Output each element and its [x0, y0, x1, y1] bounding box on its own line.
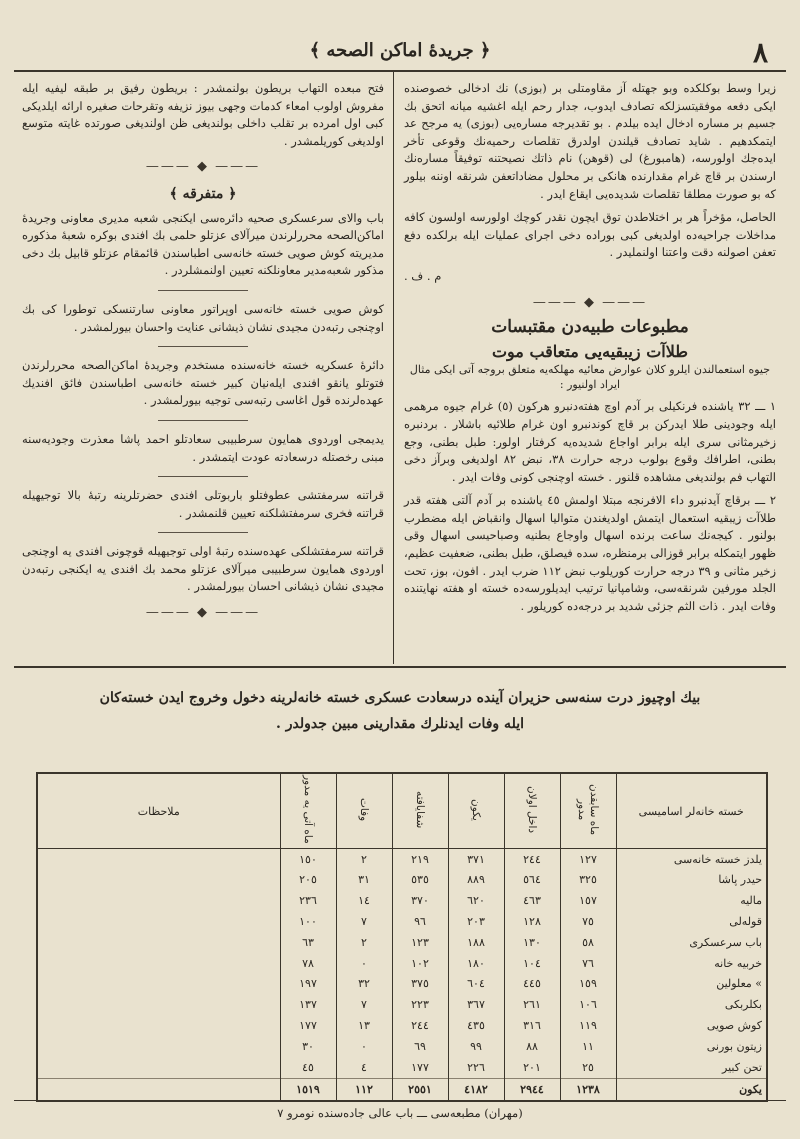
table-header-row [38, 774, 766, 849]
cell-total: ٤١٨٢ [448, 1078, 504, 1100]
table-title-line2: ايله وفات ايدنلرك مقدارينى مبين جدولدر . [276, 716, 524, 732]
table-total-row [38, 1078, 766, 1100]
item-separator [158, 532, 248, 533]
cell-dead: ٤ [336, 1057, 392, 1078]
cell-remaining: ٧٨ [280, 953, 336, 974]
news-item: كوش صويى خسته خانه‌سى اوپراتور معاونى سارتنسكى توطورا كى بك اوچنجى رتبه‌دن مجيدى نشان ذيشانى عنايت واحسان بيورلمشدر . [22, 301, 384, 334]
cell-prev: ١٥٩ [560, 974, 616, 995]
cell-prev: ١٥٧ [560, 891, 616, 912]
table-row [38, 870, 766, 891]
cell-prev: ١٢٧ [560, 849, 616, 870]
ornament-divider: ——— ◆ ——— [145, 605, 261, 621]
cell-prev: ٥٨ [560, 932, 616, 953]
cell-prev: ٧٦ [560, 953, 616, 974]
cell-dead: ٣٢ [336, 974, 392, 995]
table-top-rule [14, 666, 786, 668]
header-previous: ماه سابقدن مدور [560, 774, 616, 849]
cell-cured: ٢٥٥١ [392, 1078, 448, 1100]
header-dead: وفات [336, 774, 392, 849]
table-row [38, 1057, 766, 1078]
cell-entered: ٨٨ [504, 1036, 560, 1057]
cell-remaining: ١٥٠ [280, 849, 336, 870]
cell-dead: ٢ [336, 932, 392, 953]
cell-remaining: ١٠٠ [280, 911, 336, 932]
cell-total: ٣٦٧ [448, 995, 504, 1016]
cell-dead: ١٤ [336, 891, 392, 912]
article-title: طلاآت زيبقيه‌يى متعاقب موت [491, 341, 689, 361]
item-separator [158, 420, 248, 421]
cell-cured: ١٢٣ [392, 932, 448, 953]
table-row [38, 995, 766, 1016]
cell-cured: ٢١٩ [392, 849, 448, 870]
cell-dead: ٣١ [336, 870, 392, 891]
cell-entered: ١٢٨ [504, 911, 560, 932]
cell-total: ٤٣٥ [448, 1015, 504, 1036]
miscellany-heading: ﴿ متفرقه ﴾ [169, 185, 237, 202]
case-paragraph-2: ٢ ـــ برقاچ آيدنبرو داء الافرنجه مبتلا اولمش ٤٥ ياشنده بر آدم آلتى هفته قدر طلاآت زيبقيه استعمال ايتمش اولديغندن متواليا اسهال وانقباض ايله مضطرب بولنور . كيجه‌نك ساعت برنده اسهال واوجاع بطنيه وصباحيسى اسهال وقى ظهور ايتمكله برابر قوزالى برمنظره، سده فيصلق، طبل بطنى، ضعفيت عظيم، زخير مثانى و ٣٩ درجه حرارت كوريلوب نبض ١١٢ ضرب ايدر . افون، بوز، تحت الجلد مورفين شرنقه‌سى، وشامپانيا ترتيب ايديلورسه‌ده خسته او هفته نهايتنده وفات ايدر . ذات الثم جزئى شديد بر درجه‌ده كوريلور . [404, 493, 777, 613]
hospital-statistics-table [36, 772, 768, 1102]
cell-dead: ٢ [336, 849, 392, 870]
cell-cured: ٥٣٥ [392, 870, 448, 891]
cell-total: ٩٩ [448, 1036, 504, 1057]
cell-dead: ١٣ [336, 1015, 392, 1036]
cell-entered: ٤٤٥ [504, 974, 560, 995]
item-separator [158, 476, 248, 477]
author-signature: م . ف . [404, 268, 442, 283]
cell-name: » معلولين [616, 974, 766, 995]
cell-prev: ٣٢٥ [560, 870, 616, 891]
page-header [14, 34, 786, 68]
cell-prev: ١٠٦ [560, 995, 616, 1016]
cell-notes [38, 953, 280, 974]
cell-total: ١٨٠ [448, 953, 504, 974]
header-rule [14, 70, 786, 72]
table-row [38, 953, 766, 974]
table-row [38, 932, 766, 953]
header-total: يكون [448, 774, 504, 849]
table-row [38, 891, 766, 912]
news-item: باب والاى سرعسكرى صحيه دائره‌سى ايكنجى شعبه مديرى معاونى وجريدهٔ اماكن‌الصحه محررلرندن ميرآلاى عزتلو حلمى بك افندى بوكره شعبهٔ مذكوره مديريته كوش صويى خسته خانه‌سى اطباسندن قائمقام عزتلو قابيل بك دخى مذكور شعبه‌مدير معاونلكنه تعيين اولنمشلردر . [22, 210, 384, 278]
cell-entered: ٥٦٤ [504, 870, 560, 891]
cell-total: ٢٢٦ [448, 1057, 504, 1078]
cell-entered: ٢٠١ [504, 1057, 560, 1078]
cell-name: زيتون بورنى [616, 1036, 766, 1057]
cell-name: حيدر پاشا [616, 870, 766, 891]
cell-cured: ٢٤٤ [392, 1015, 448, 1036]
cell-notes [38, 1036, 280, 1057]
cell-name: كوش صويى [616, 1015, 766, 1036]
cell-remaining: ١٥١٩ [280, 1078, 336, 1100]
column-divider [393, 72, 394, 664]
table-row [38, 849, 766, 870]
cell-notes [38, 849, 280, 870]
header-cured: شفايافته [392, 774, 448, 849]
left-column [22, 80, 384, 630]
cell-notes [38, 1015, 280, 1036]
cell-cured: ٣٧٠ [392, 891, 448, 912]
news-item: قراتنه سرمفتشى عطوفتلو باربوتلى افندى حضرتلرينه رتبهٔ بالا توجيهيله قراتنه فخرى سرمفتشلكنه تعيين قلنمشدر . [22, 488, 384, 520]
table-row [38, 1015, 766, 1036]
cell-prev: ٢٥ [560, 1057, 616, 1078]
cell-total: ٣٧١ [448, 849, 504, 870]
cell-name: قولەلى [616, 911, 766, 932]
cell-dead: ١١٢ [336, 1078, 392, 1100]
cell-dead: ٧ [336, 995, 392, 1016]
section-heading: مطبوعات طبيه‌دن مقتبسات [491, 317, 689, 338]
news-item: دائرهٔ عسكريه خسته خانه‌سنده مستخدم وجريدهٔ اماكن‌الصحه محررلرندن فتوتلو يانقو افندى ايله‌نيان كبير خسته خانه‌سى اطباسندن فائق افنديك عهده‌لرنده قول اغاسى رتبه‌سى توجيه بيورلمشدر . [22, 358, 384, 408]
cell-prev: ١١ [560, 1036, 616, 1057]
cell-remaining: ٤٥ [280, 1057, 336, 1078]
cell-remaining: ١٣٧ [280, 995, 336, 1016]
cell-dead: ٠ [336, 1036, 392, 1057]
cell-cured: ٢٢٣ [392, 995, 448, 1016]
cell-total: ٨٨٩ [448, 870, 504, 891]
continuation-paragraph: الحاصل، مؤخراً هر بر اختلاطدن توق ايچون نقدر كوچك اولورسه اولسون كافه مداخلات جراحيه‌ده اولديغى كبى بوراده دخى اجراى عمليات ايله برلكده دفع تعفن اصولنه دقت واعتنا اولنمليدر . [404, 210, 776, 260]
cell-total: ٦٠٤ [448, 974, 504, 995]
case-paragraph-1: ١ ـــ ٣٢ ياشنده فرنكيلى بر آدم اوچ هفته‌دنبرو هركون (٥) غرام جيوه مرهمى ايله وجودينى طلا ايدركن بر قاچ كوندنبرو اون غرام طلائيه باشلار . بردنبره زخيرمثانى سرى ايله برابر اواجاع شديده‌يه كرفتار اولور: طبل بطنى، وجع بطنى، اطرافك وقوع بولوب درجه حرارت ٣٨، نبض ٨٢ اولديغى وبرآز دخى التهاب فم بولنديغى مشاهده قلنور . خسته اوچنجى كونى وفات ايدر . [404, 399, 776, 484]
table-row [38, 974, 766, 995]
table-row [38, 1036, 766, 1057]
cell-notes [38, 891, 280, 912]
cell-name: يكون [616, 1078, 766, 1100]
item-separator [158, 290, 248, 291]
cell-notes [38, 995, 280, 1016]
news-item: قراتنه سرمفتشلكى عهده‌سنده رتبهٔ اولى توجيهيله قوچونى افندى يه اوچنجى اوردوى همايون سرطبيبى ميرآلاى عزتلو محمد بك افندى يه ايكنجى رتبه‌دن مجيدى نشان ذيشانى احسان بيورلمشدر . [22, 544, 384, 594]
cell-dead: ٠ [336, 953, 392, 974]
cell-total: ٢٠٣ [448, 911, 504, 932]
item-separator [158, 346, 248, 347]
ornament-divider: ——— ◆ ——— [532, 294, 648, 310]
cell-prev: ١١٩ [560, 1015, 616, 1036]
cell-entered: ٢٦١ [504, 995, 560, 1016]
cell-cured: ١٠٢ [392, 953, 448, 974]
header-notes: ملاحظات [38, 774, 280, 849]
journal-title: ﴿ جريدهٔ اماكن الصحه ﴾ [309, 40, 491, 61]
cell-notes [38, 932, 280, 953]
left-top-paragraph: فتح مبعده التهاب بريطون بولنمشدر : بريطون رفيق بر طبقه ليفيه ايله مفروش اولوب امعاء كدمات وجهى بيوز نزيفه وتقرحات صغيره ارائه ايلديكى كبى اول امرده بر تقلب داخلى بولنديغى ظن اولنديغى صورتده غايته متوسع اولديغى كوريلمشدر . [22, 81, 384, 148]
cell-name: خربيه خانه [616, 953, 766, 974]
cell-notes [38, 870, 280, 891]
cell-remaining: ١٩٧ [280, 974, 336, 995]
cell-cured: ٩٦ [392, 911, 448, 932]
printer-footer: (مهران) مطبعه‌سى ـــ باب عالى جاده‌سنده نومرو ٧ [277, 1106, 523, 1120]
cell-remaining: ٣٠ [280, 1036, 336, 1057]
cell-total: ١٨٨ [448, 932, 504, 953]
continuation-paragraph: زيرا وسط بوكلكده وبو جهتله آز مقاومتلى بر (بوزى) نك ادخالى خصوصنده ايكى دفعه موفقيتسزلكه تصادف ايدوب، جدار رحم ايله اغشيه ميانه اتحق بك جسيم بر مساره ادخال ايده بيلدم . بو تقديرجه مساره‌يى (بوزى) يه مرجح عد ايتمكدهيم . شايد تصادف قيلندن اولدرق تقلصات رحميه‌نك وقوعى تأخر ايدەجك اولورسه، (هامبورغ) لى (قوهن) نام ذاتك نصيحتنه توفيقاً مساره‌نك ارسندن بر قاچ غرام مقدارنده هانكى بر محلول مضاداتعفن شرنقه اوننه بيلور كه بو صورت مطلقا تقلصات شديده‌يى ايقاع ايدر . [404, 81, 776, 201]
cell-name: باب سرعسكرى [616, 932, 766, 953]
cell-notes [38, 1078, 280, 1100]
header-entered: داخل اولان [504, 774, 560, 849]
article-subtitle: جيوه استعمالندن ايلرو كلان عوارض معائيه مهلكه‌يه متعلق بروجه آتى ايكى مثال ايراد اولنيور : [409, 363, 771, 392]
table-row [38, 911, 766, 932]
cell-remaining: ٦٣ [280, 932, 336, 953]
cell-notes [38, 911, 280, 932]
cell-entered: ٢٩٤٤ [504, 1078, 560, 1100]
cell-notes [38, 974, 280, 995]
cell-remaining: ٢٣٦ [280, 891, 336, 912]
footer-rule [14, 1100, 786, 1101]
right-column [404, 80, 776, 615]
cell-name: ماليه [616, 891, 766, 912]
page-number: ٨ [752, 36, 768, 69]
cell-cured: ٦٩ [392, 1036, 448, 1057]
cell-cured: ٣٧٥ [392, 974, 448, 995]
cell-total: ٦٢٠ [448, 891, 504, 912]
cell-entered: ٢٤٤ [504, 849, 560, 870]
cell-notes [38, 1057, 280, 1078]
cell-entered: ٣١٦ [504, 1015, 560, 1036]
cell-entered: ٤٦٣ [504, 891, 560, 912]
cell-remaining: ٢٠٥ [280, 870, 336, 891]
table-title-line1: بيك اوچيوز درت سنه‌سى حزيران آينده درسعادت عسكرى خسته خانه‌لرينه دخول وخروج ايدن خسته‌كان [99, 690, 701, 706]
cell-name: بكلربكى [616, 995, 766, 1016]
cell-cured: ١٧٧ [392, 1057, 448, 1078]
cell-entered: ١٣٠ [504, 932, 560, 953]
cell-entered: ١٠٤ [504, 953, 560, 974]
cell-name: تحن كبير [616, 1057, 766, 1078]
news-item: يديمجى اوردوى همايون سرطبيبى سعادتلو احمد پاشا معذرت وجوديه‌سنه مبنى رخصتله درسعادته عودت ايتمشدر . [22, 431, 384, 464]
header-hospital-names: خسته خانه‌لر اسامیسى [616, 774, 766, 849]
cell-prev: ١٢٣٨ [560, 1078, 616, 1100]
ornament-divider: ——— ◆ ——— [145, 159, 261, 175]
cell-name: يلدز خسته خانه‌سى [616, 849, 766, 870]
cell-remaining: ١٧٧ [280, 1015, 336, 1036]
header-remaining: ماه آتى يه مدور [280, 774, 336, 849]
cell-prev: ٧٥ [560, 911, 616, 932]
cell-dead: ٧ [336, 911, 392, 932]
